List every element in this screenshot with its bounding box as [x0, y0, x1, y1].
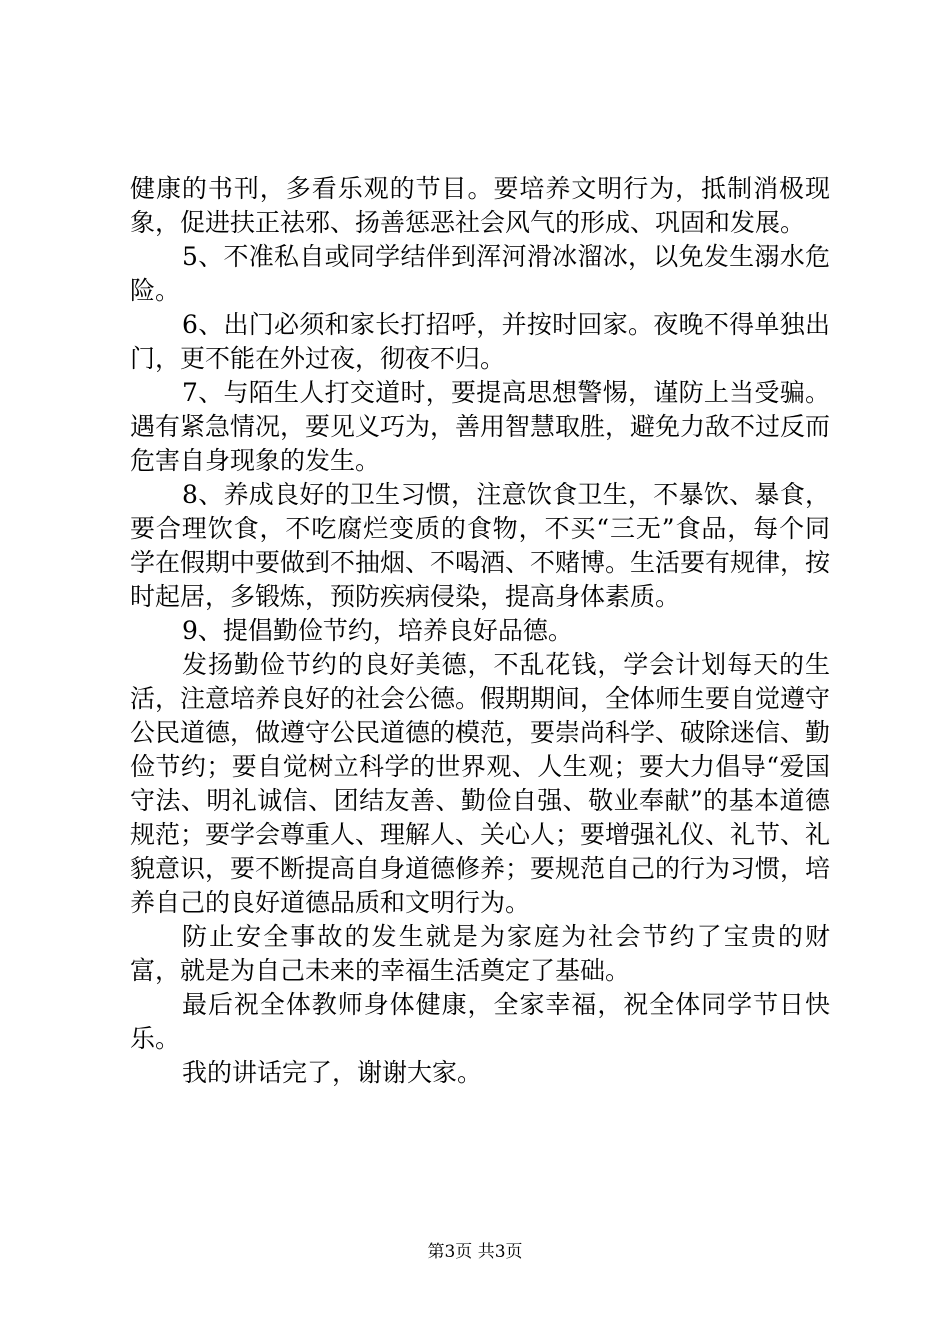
paragraph-item-6: 6、出门必须和家长打招呼，并按时回家。夜晚不得单独出门，更不能在外过夜，彻夜不归。 — [130, 310, 830, 373]
paragraph-closing: 我的讲话完了，谢谢大家。 — [182, 1058, 483, 1087]
paragraph-safety: 防止安全事故的发生就是为家庭为社会节约了宝贵的财富，就是为自己未来的幸福生活奠定了基础。 — [130, 922, 830, 985]
document-body — [130, 172, 830, 1090]
paragraph-virtue: 发扬勤俭节约的良好美德，不乱花钱，学会计划每天的生活，注意培养良好的社会公德。假期期间，全体师生要自觉遵守公民道德，做遵守公民道德的模范，要崇尚科学、破除迷信、勤俭节约；要自觉树立科学的世界观、人生观；要大力倡导“爱国守法、明礼诚信、团结友善、勤俭自强、敬业奉献”的基本道德规范；要学会尊重人、理解人、关心人；要增强礼仪、礼节、礼貌意识，要不断提高自身道德修养；要规范自己的行为习惯，培养自己的良好道德品质和文明行为。 — [130, 650, 831, 917]
paragraph-item-8: 8、养成良好的卫生习惯，注意饮食卫生，不暴饮、暴食，要合理饮食，不吃腐烂变质的食物，不买“三无”食品，每个同学在假期中要做到不抽烟、不喝酒、不赌博。生活要有规律，按时起居，多锻炼，预防疾病侵染，提高身体素质。 — [130, 480, 831, 611]
paragraph-item-5: 5、不准私自或同学结伴到浑河滑冰溜冰，以免发生溺水危险。 — [130, 242, 830, 305]
paragraph-item-9: 9、提倡勤俭节约，培养良好品德。 — [182, 616, 573, 645]
paragraph-wishes: 最后祝全体教师身体健康，全家幸福，祝全体同学节日快乐。 — [130, 990, 830, 1053]
page-footer: 第3页 共3页 — [427, 1242, 523, 1262]
paragraph-item-7: 7、与陌生人打交道时，要提高思想警惕，谨防上当受骗。遇有紧急情况，要见义巧为，善用智慧取胜，避免力敌不过反而危害自身现象的发生。 — [130, 378, 831, 475]
paragraph-continuation: 健康的书刊，多看乐观的节目。要培养文明行为，抵制消极现象，促进扶正祛邪、扬善惩恶社会风气的形成、巩固和发展。 — [130, 174, 830, 237]
